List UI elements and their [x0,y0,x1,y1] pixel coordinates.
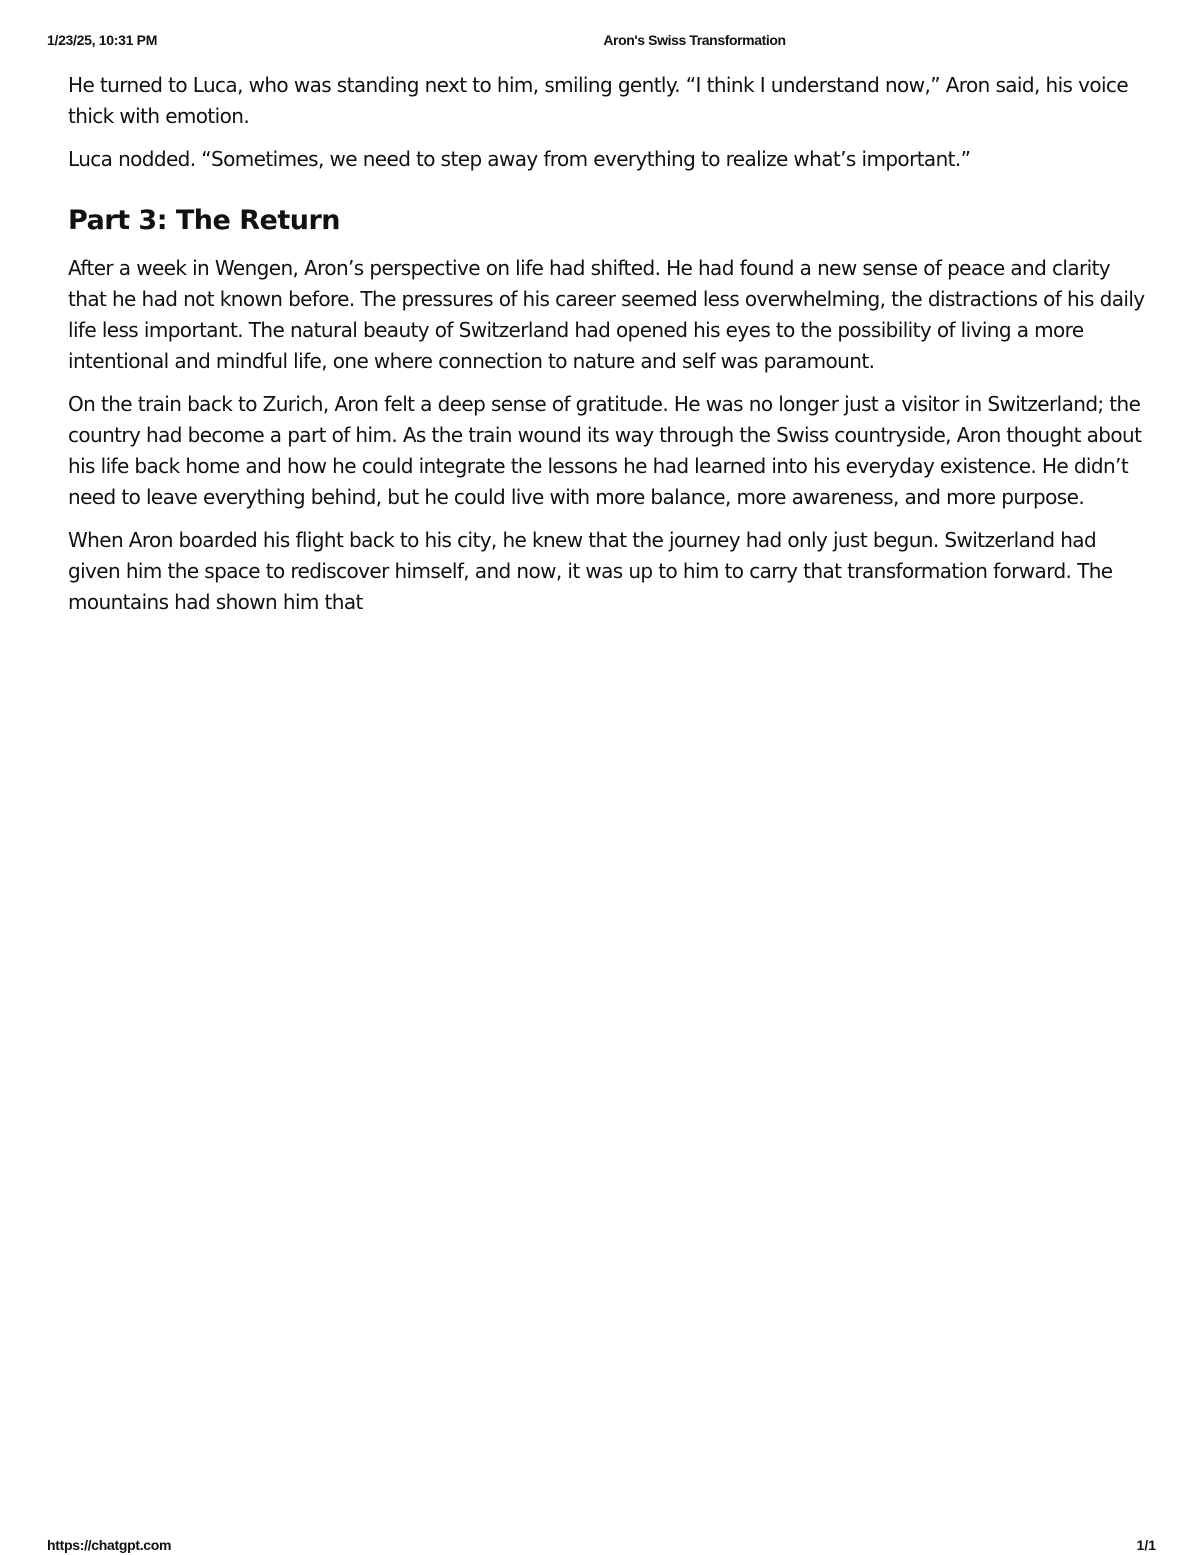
page-title: Aron's Swiss Transformation [603,32,786,48]
paragraph: He turned to Luca, who was standing next to him, smiling gently. “I think I understand now,” Aron said, his voice thick with emotion. [68,73,1129,128]
article-content [68,70,1148,630]
section-heading: Part 3: The Return [68,205,341,236]
page-number: 1/1 [1136,1537,1156,1553]
print-datetime: 1/23/25, 10:31 PM [47,32,158,48]
paragraph: When Aron boarded his flight back to his city, he knew that the journey had only just begun. Switzerland had given him the space to rediscover himself, and now, it was up to him to carry that transformation forward. The mountains had shown him that [68,528,1113,614]
source-url: https://chatgpt.com [47,1537,172,1553]
paragraph: After a week in Wengen, Aron’s perspective on life had shifted. He had found a new sense of peace and clarity that he had not known before. The pressures of his career seemed less overwhelming, the distractions of his daily life less important. The natural beauty of Switzerland had opened his eyes to the possibility of living a more intentional and mindful life, one where connection to nature and self was paramount. [68,256,1145,373]
print-header [0,32,1200,50]
print-footer [0,1537,1200,1555]
paragraph: On the train back to Zurich, Aron felt a deep sense of gratitude. He was no longer just a visitor in Switzerland; the country had become a part of him. As the train wound its way through the Swiss countryside, Aron thought about his life back home and how he could integrate the lessons he had learned into his everyday existence. He didn’t need to leave everything behind, but he could live with more balance, more awareness, and more purpose. [68,392,1142,509]
paragraph: Luca nodded. “Sometimes, we need to step away from everything to realize what’s important.” [68,147,971,171]
